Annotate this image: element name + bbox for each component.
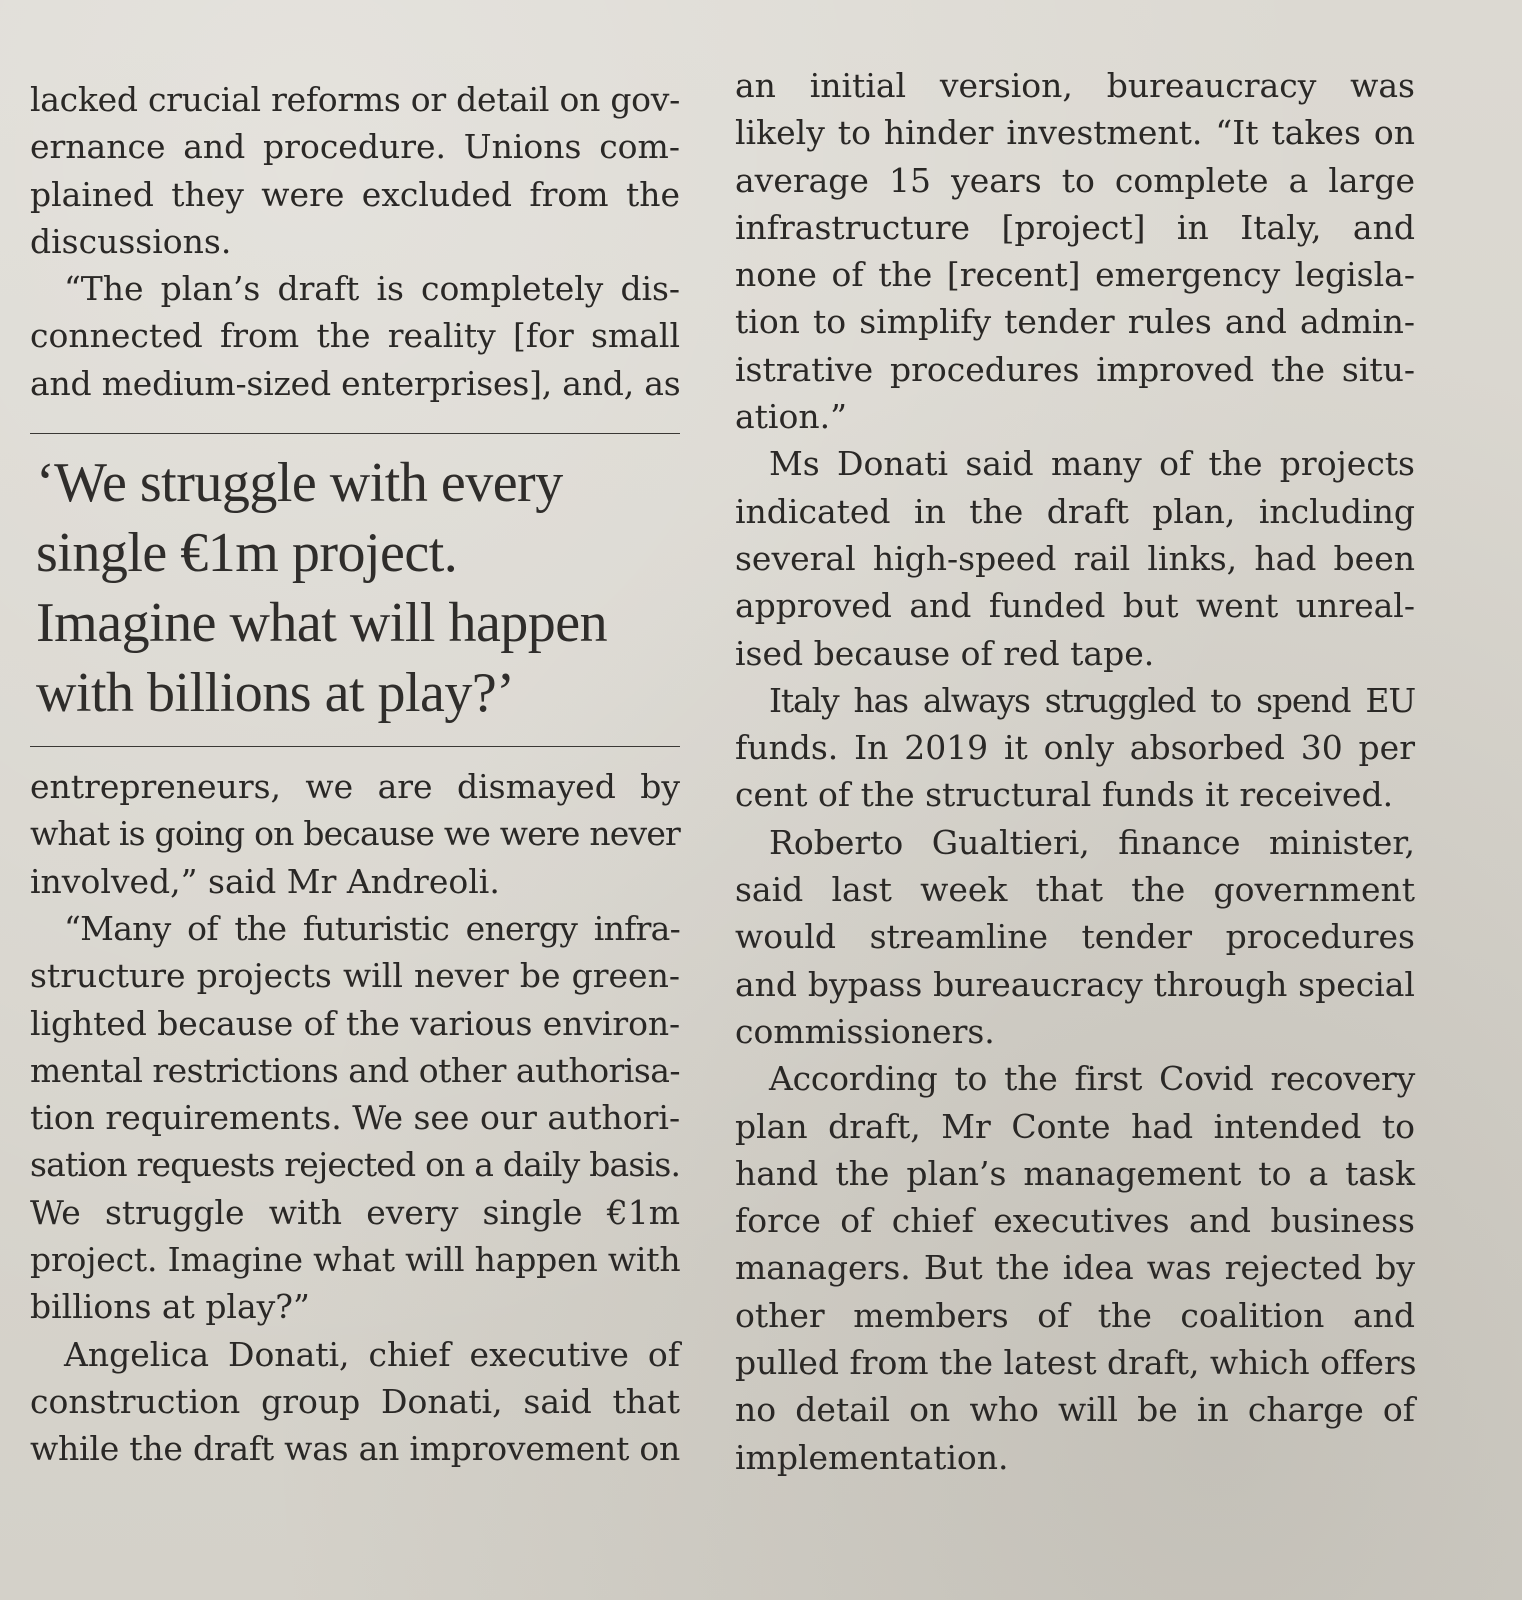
text-line: billions at play?” bbox=[30, 1287, 310, 1327]
text-line: said last week that the government bbox=[735, 870, 1415, 910]
text-line: sation requests rejected on a daily basis. bbox=[30, 1145, 681, 1185]
text-line: tion to simplify tender rules and admin- bbox=[735, 302, 1415, 342]
text-line: while the draft was an improvement on bbox=[30, 1429, 681, 1469]
text-line: ernance and procedure. Unions com- bbox=[30, 127, 680, 167]
pull-quote-line: with billions at play?’ bbox=[36, 662, 515, 725]
paragraph-covid-recovery bbox=[735, 1055, 1415, 1481]
text-line: likely to hinder investment. “It takes on bbox=[735, 113, 1415, 153]
right-column bbox=[735, 62, 1415, 1481]
text-line: average 15 years to complete a large bbox=[735, 160, 1415, 200]
text-line: connected from the reality [for small bbox=[30, 316, 680, 356]
paragraph-energy-infrastructure bbox=[30, 905, 680, 1331]
text-line: would streamline tender procedures bbox=[735, 917, 1415, 957]
text-line: construction group Donati, said that bbox=[30, 1381, 680, 1421]
text-line: discussions. bbox=[30, 221, 232, 261]
text-line: managers. But the idea was rejected by bbox=[735, 1248, 1415, 1288]
left-column bbox=[30, 76, 680, 1473]
text-line: Ms Donati said many of the projects bbox=[769, 444, 1415, 484]
text-line: approved and funded but went unreal- bbox=[735, 586, 1415, 626]
text-line: plained they were excluded from the bbox=[30, 174, 680, 214]
text-line: what is going on because we were never bbox=[30, 814, 680, 854]
text-line: “Many of the futuristic energy infra- bbox=[64, 908, 680, 948]
text-line: structure projects will never be green- bbox=[30, 956, 680, 996]
text-line: implementation. bbox=[735, 1437, 1009, 1477]
text-line: tion requirements. We see our authori- bbox=[30, 1098, 681, 1138]
text-line: We struggle with every single €1m bbox=[30, 1192, 680, 1232]
text-line: lighted because of the various environ- bbox=[30, 1003, 681, 1043]
pull-quote bbox=[30, 434, 680, 746]
text-line: According to the first Covid recovery bbox=[769, 1059, 1415, 1099]
text-line: entrepreneurs, we are dismayed by bbox=[30, 767, 680, 807]
paragraph-unions bbox=[30, 76, 680, 265]
text-line: “The plan’s draft is completely dis- bbox=[64, 269, 680, 309]
text-line: other members of the coalition and bbox=[735, 1295, 1415, 1335]
text-line: indicated in the draft plan, including bbox=[735, 491, 1415, 531]
text-line: infrastructure [project] in Italy, and bbox=[735, 207, 1415, 247]
text-line: Italy has always struggled to spend EU bbox=[769, 680, 1415, 720]
text-line: plan draft, Mr Conte had intended to bbox=[735, 1106, 1415, 1146]
text-line: istrative procedures improved the situ- bbox=[735, 349, 1415, 389]
paragraph-plan-draft-continued bbox=[30, 763, 680, 905]
text-line: Roberto Gualtieri, finance minister, bbox=[769, 822, 1415, 862]
text-line: lacked crucial reforms or detail on gov- bbox=[30, 80, 680, 119]
text-line: funds. In 2019 it only absorbed 30 per bbox=[735, 728, 1415, 768]
text-line: none of the [recent] emergency legisla- bbox=[735, 255, 1415, 295]
paragraph-angelica-donati bbox=[30, 1331, 680, 1473]
text-line: hand the plan’s management to a task bbox=[735, 1153, 1415, 1193]
text-line: force of chief executives and business bbox=[735, 1201, 1415, 1241]
text-line: and bypass bureaucracy through special bbox=[735, 964, 1415, 1004]
text-line: and medium-sized enterprises], and, as bbox=[30, 363, 681, 403]
text-line: pulled from the latest draft, which offers bbox=[735, 1343, 1417, 1383]
text-line: commissioners. bbox=[735, 1011, 995, 1051]
paragraph-plan-draft bbox=[30, 265, 680, 407]
text-line: involved,” said Mr Andreoli. bbox=[30, 861, 500, 901]
pull-quote-line: Imagine what will happen bbox=[36, 592, 608, 655]
paragraph-gualtieri bbox=[735, 819, 1415, 1055]
pull-quote-line: single €1m project. bbox=[36, 522, 458, 585]
text-line: mental restrictions and other authorisa- bbox=[30, 1050, 680, 1090]
paragraph-bureaucracy bbox=[735, 62, 1415, 440]
text-line: several high-speed rail links, had been bbox=[735, 538, 1415, 578]
text-line: ation.” bbox=[735, 397, 847, 437]
text-line: project. Imagine what will happen with bbox=[30, 1240, 681, 1280]
text-line: an initial version, bureaucracy was bbox=[735, 66, 1415, 105]
paragraph-eu-funds bbox=[735, 677, 1415, 819]
text-line: cent of the structural funds it received. bbox=[735, 775, 1394, 815]
text-line: ised because of red tape. bbox=[735, 633, 1155, 673]
text-line: Angelica Donati, chief executive of bbox=[64, 1334, 680, 1374]
pull-quote-line: ‘We struggle with every bbox=[36, 452, 563, 515]
text-line: no detail on who will be in charge of bbox=[735, 1390, 1415, 1430]
paragraph-ms-donati bbox=[735, 440, 1415, 676]
